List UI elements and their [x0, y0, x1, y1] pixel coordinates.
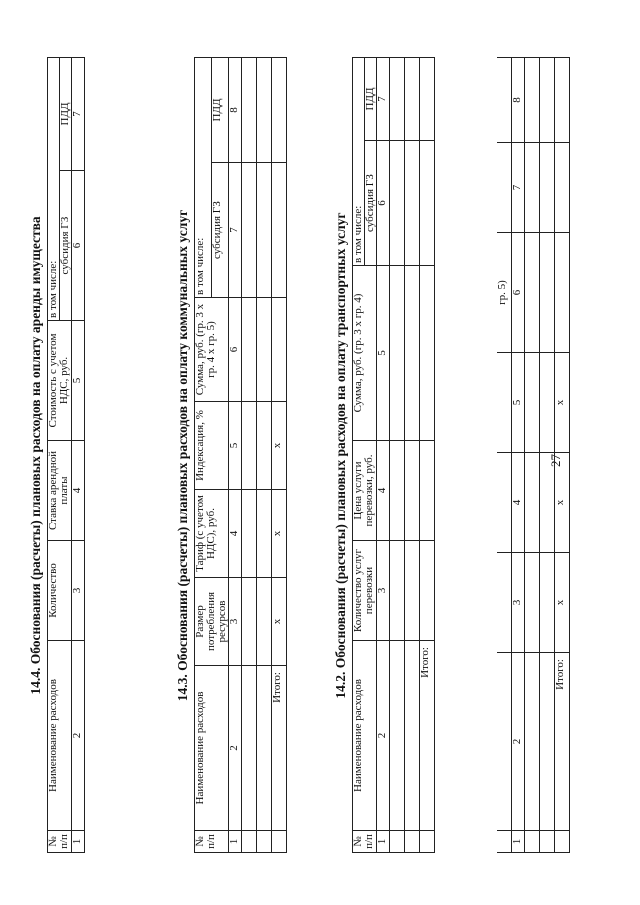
x-mark: x — [272, 402, 287, 490]
col-num: 3 — [72, 541, 85, 641]
col-num: 5 — [229, 402, 242, 490]
utilities-table — [194, 57, 287, 853]
header-num: № п/п — [353, 831, 377, 853]
header-name: Наименование расходов — [353, 641, 377, 831]
header-gz: субсидия ГЗ — [365, 141, 377, 266]
header-incl: в том числе: — [195, 58, 212, 298]
section-14-4 — [25, 58, 85, 853]
total-label: Итого: — [420, 641, 435, 831]
fragment-header-row — [497, 58, 511, 853]
col-num: 1 — [377, 831, 390, 853]
table-row — [539, 58, 554, 853]
header-cost: Стоимость с учетом НДС, руб. — [48, 321, 72, 441]
continued-table — [497, 57, 570, 853]
header-name: Наименование расходов — [48, 641, 72, 831]
header-gz: субсидия ГЗ — [212, 163, 229, 298]
section-title: 14.4. Обоснования (расчеты) плановых расходов на оплату аренды имущества — [28, 216, 43, 695]
header-tariff: Тариф (с учетом НДС), руб. — [195, 490, 229, 578]
x-mark: x — [554, 553, 569, 653]
col-num: 7 — [72, 58, 85, 171]
header-size: Размер потребления ресурсов — [195, 578, 229, 666]
col-num: 2 — [229, 666, 242, 831]
x-mark: x — [272, 578, 287, 666]
header-row — [353, 58, 365, 853]
col-num: 1 — [229, 831, 242, 853]
section-14-2 — [330, 58, 435, 853]
col-num: 1 — [511, 831, 524, 853]
header-incl: в том числе: — [48, 58, 60, 321]
header-sum: Сумма, руб. (гр. 3 x гр. 4) — [353, 266, 377, 441]
col-num: 4 — [229, 490, 242, 578]
x-mark: x — [272, 490, 287, 578]
total-label: Итого: — [272, 666, 287, 831]
header-pdd: ПДД — [60, 58, 72, 171]
header-row — [195, 58, 212, 853]
header-index: Индексация, % — [195, 402, 229, 490]
header-pdd: ПДД — [365, 58, 377, 141]
col-num: 2 — [377, 641, 390, 831]
header-name: Наименование расходов — [195, 666, 229, 831]
fragment-header-cell: гр. 5) — [497, 233, 511, 353]
header-num: № п/п — [48, 831, 72, 853]
section-title: 14.3. Обоснования (расчеты) плановых расходов на оплату коммунальных услуг — [175, 209, 190, 702]
col-num: 4 — [511, 453, 524, 553]
col-num: 8 — [511, 58, 524, 143]
page-number: 27 — [548, 454, 563, 467]
col-num: 3 — [229, 578, 242, 666]
header-gz: субсидия ГЗ — [60, 171, 72, 321]
total-row — [420, 58, 435, 853]
col-num: 3 — [377, 541, 390, 641]
header-price: Цена услуги перевозки, руб. — [353, 441, 377, 541]
rent-table — [47, 57, 85, 853]
col-num: 4 — [377, 441, 390, 541]
header-row — [48, 58, 60, 853]
col-num: 2 — [72, 641, 85, 831]
table-row — [524, 58, 539, 853]
col-num: 5 — [72, 321, 85, 441]
header-pdd: ПДД — [212, 58, 229, 163]
section-14-3 — [172, 58, 287, 853]
total-row — [272, 58, 287, 853]
header-incl: в том числе: — [353, 58, 365, 266]
table-fragment-previous — [497, 58, 570, 853]
x-mark: x — [554, 453, 569, 553]
col-num: 5 — [511, 353, 524, 453]
column-number-row — [377, 58, 390, 853]
header-qty: Количество услуг перевозки — [353, 541, 377, 641]
col-num: 5 — [377, 266, 390, 441]
column-number-row — [511, 58, 524, 853]
col-num: 6 — [72, 171, 85, 321]
col-num: 1 — [72, 831, 85, 853]
col-num: 2 — [511, 653, 524, 831]
col-num: 6 — [377, 141, 390, 266]
col-num: 7 — [511, 143, 524, 233]
table-row — [405, 58, 420, 853]
header-rate: Ставка арендной платы — [48, 441, 72, 541]
table-row — [257, 58, 272, 853]
total-row — [554, 58, 569, 853]
column-number-row — [229, 58, 242, 853]
header-num: № п/п — [195, 831, 229, 853]
col-num: 3 — [511, 553, 524, 653]
col-num: 7 — [377, 58, 390, 141]
header-qty: Количество — [48, 541, 72, 641]
col-num: 7 — [229, 163, 242, 298]
column-number-row — [72, 58, 85, 853]
transport-table — [352, 57, 435, 853]
table-row — [242, 58, 257, 853]
table-row — [390, 58, 405, 853]
section-title: 14.2. Обоснования (расчеты) плановых расходов на оплату транспортных услуг — [333, 212, 348, 699]
col-num: 4 — [72, 441, 85, 541]
col-num: 6 — [229, 298, 242, 402]
col-num: 6 — [511, 233, 524, 353]
col-num: 8 — [229, 58, 242, 163]
x-mark: x — [554, 353, 569, 453]
header-sum: Сумма, руб. (гр. 3 x гр. 4 x гр. 5) — [195, 298, 229, 402]
total-label: Итого: — [554, 653, 569, 831]
